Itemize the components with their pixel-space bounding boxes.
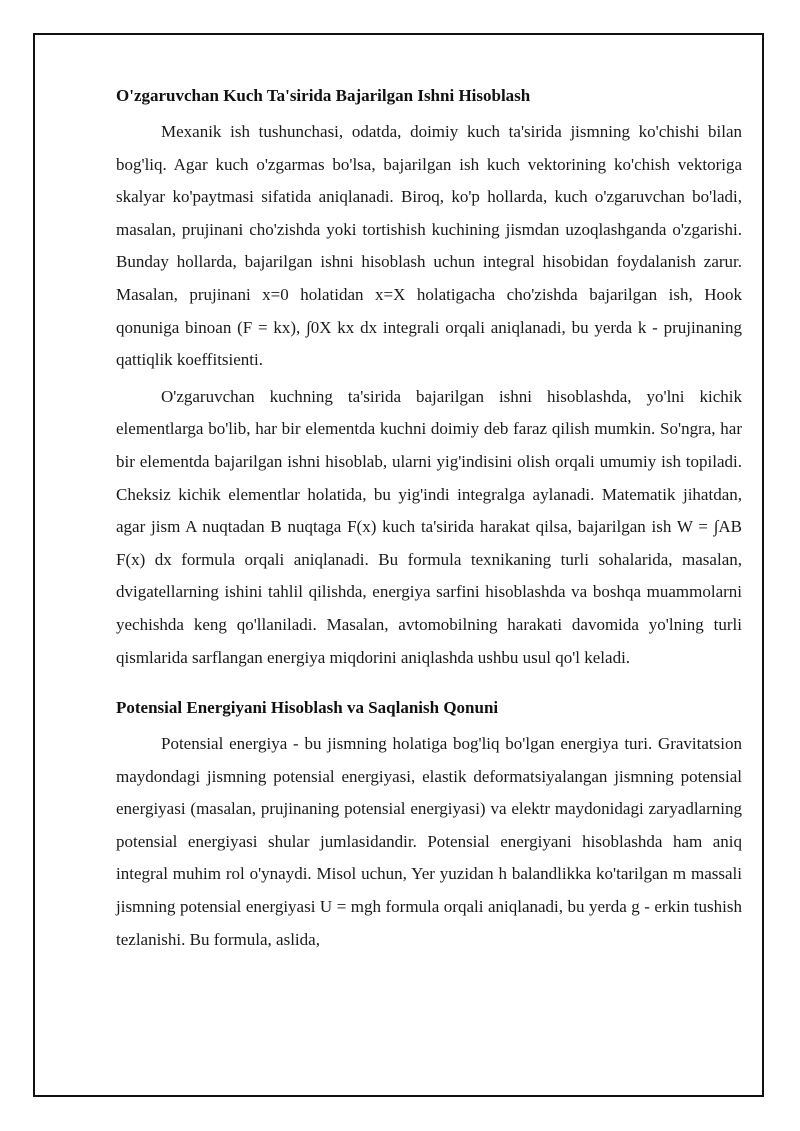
section-heading-work: O'zgaruvchan Kuch Ta'sirida Bajarilgan Ishni Hisoblash	[116, 86, 531, 105]
document-body	[116, 84, 742, 960]
paragraph: Mexanik ish tushunchasi, odatda, doimiy kuch ta'sirida jismning ko'chishi bilan bog'liq. Agar kuch o'zgarmas bo'lsa, bajarilgan ish kuch vektorining ko'chish vektoriga skalyar ko'paytmasi sifatida aniqlanadi. Biroq, ko'p hollarda, kuch o'zgaruvchan bo'ladi, masalan, prujinani cho'zishda yoki tortishish kuchining jismdan uzoqlashganda o'zgarishi. Bunday hollarda, bajarilgan ishni hisoblash uchun integral hisobidan foydalanish zarur. Masalan, prujinani x=0 holatidan x=X holatigacha cho'zishda bajarilgan ish, Hook qonuniga binoan (F = kx), ∫0X kx dx integrali orqali aniqlanadi, bu yerda k - prujinaning qattiqlik koeffitsienti.	[116, 122, 742, 370]
paragraph: Potensial energiya - bu jismning holatiga bog'liq bo'lgan energiya turi. Gravitatsion maydondagi jismning potensial energiyasi, elastik deformatsiyalangan jismning potensial energiyasi (masalan, prujinaning potensial energiyasi) va elektr maydonidagi zaryadlarning potensial energiyasi shular jumlasidandir. Potensial energiyani hisoblashda ham aniq integral muhim rol o'ynaydi. Misol uchun, Yer yuzidan h balandlikka ko'tarilgan m massali jismning potensial energiyasi U = mgh formula orqali aniqlanadi, bu yerda g - erkin tushish tezlanishi. Bu formula, aslida,	[116, 734, 742, 949]
paragraph: O'zgaruvchan kuchning ta'sirida bajarilgan ishni hisoblashda, yo'lni kichik elementlarga bo'lib, har bir elementda kuchni doimiy deb faraz qilish mumkin. So'ngra, har bir elementda bajarilgan ishni hisoblab, ularni yig'indisini olish orqali umumiy ish topiladi. Cheksiz kichik elementlar holatida, bu yig'indi integralga aylanadi. Matematik jihatdan, agar jism A nuqtadan B nuqtaga F(x) kuch ta'sirida harakat qilsa, bajarilgan ish W = ∫AB F(x) dx formula orqali aniqlanadi. Bu formula texnikaning turli sohalarida, masalan, dvigatellarning ishini tahlil qilishda, energiya sarfini hisoblashda va boshqa muammolarni yechishda keng qo'llaniladi. Masalan, avtomobilning harakati davomida yo'lning turli qismlarida sarflangan energiya miqdorini aniqlashda ushbu usul qo'l keladi.	[116, 386, 742, 667]
section-heading-potential-energy: Potensial Energiyani Hisoblash va Saqlanish Qonuni	[116, 698, 499, 718]
